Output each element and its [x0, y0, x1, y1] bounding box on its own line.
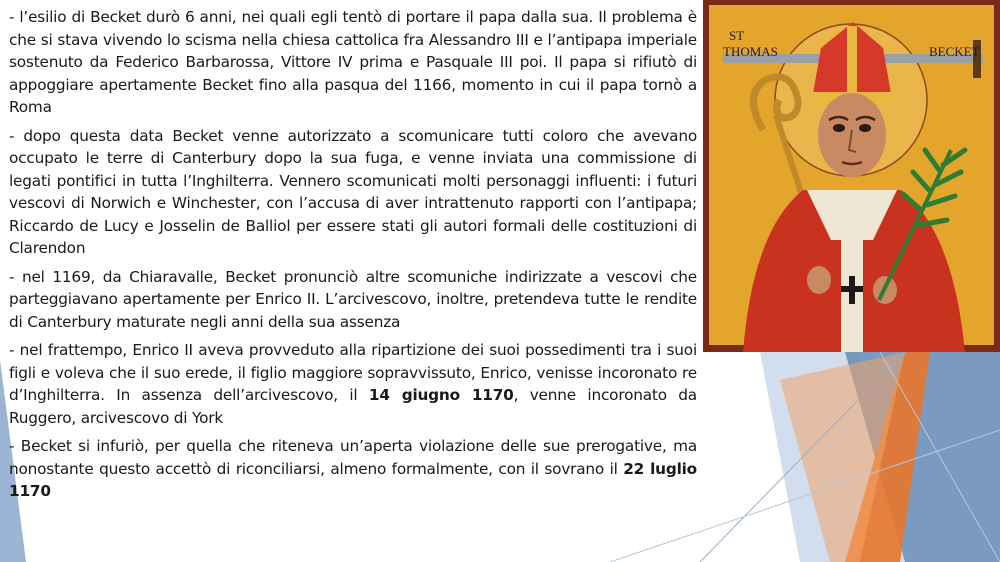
inscription-thomas: THOMAS: [723, 44, 778, 59]
hand-left: [807, 266, 831, 294]
paragraph-text: - nel frattempo, Enrico II aveva provveduto alla ripartizione dei suoi possedimenti tra i suoi figli e voleva che il suo erede, il figlio maggiore sopravvissuto, Enrico, venisse incoronato re d’Inghilterra. In assenza dell’arcivescovo, il: [9, 341, 697, 404]
paragraph-text: - l’esilio di Becket durò 6 anni, nei quali egli tentò di portare il papa dalla sua. Il problema è che si stava vivendo lo scisma nella chiesa cattolica fra Alessandro III e l’antipapa imperiale sostenuto da Federico Barbarossa, Vittore IV prima e Pasquale III poi. Il papa si rifiutò di appoggiare apertamente Becket fino alla pasqua del 1166, momento in cui il papa tornò a Roma: [9, 8, 697, 116]
paragraph-text: , venne incoronato da Ruggero, arcivescovo di York: [9, 386, 697, 427]
paragraph: [9, 125, 697, 260]
paragraph-text: - nel 1169, da Chiaravalle, Becket pronunciò altre scomuniche indirizzate a vescovi che parteggiavano apertamente per Enrico II. L’arcivescovo, inoltre, pretendeva tutte le rendite di Canterbury maturate negli anni della sua assenza: [9, 267, 697, 331]
date-highlight: 22 luglio 1170: [9, 459, 697, 500]
saint-thomas-becket-icon: [703, 0, 1000, 352]
paragraph: [9, 435, 697, 503]
inscription-st: ST: [729, 28, 745, 43]
pallium-cross-h: [841, 286, 863, 292]
paragraph: [9, 266, 697, 334]
slide-text: [9, 6, 697, 509]
eye-left: [833, 124, 845, 132]
inscription-becket: BECKET: [929, 44, 980, 59]
eye-right: [859, 124, 871, 132]
mitre-stripe: [847, 26, 857, 94]
paragraph-text: - dopo questa data Becket venne autorizzato a scomunicare tutti coloro che avevano occupato le terre di Canterbury dopo la sua fuga, e venne inviata una commissione di legati pontifici in tutta l’Inghilterra. Vennero scomunicati molti personaggi influenti: i futuri vescovi di Norwich e Winchester, con l’accusa di aver intrattenuto rapporti con l’antipapa; Riccardo de Lucy e Josselin de Balliol per essere stati gli autori formali delle costituzioni di Clarendon: [9, 126, 697, 257]
date-highlight: 14 giugno 1170: [368, 386, 514, 404]
paragraph: [9, 6, 697, 119]
paragraph-text: - Becket si infuriò, per quella che riteneva un’aperta violazione delle sue prerogative, ma nonostante questo accettò di riconciliarsi, almeno formalmente, con il sovrano il: [9, 437, 697, 478]
paragraph: [9, 339, 697, 429]
